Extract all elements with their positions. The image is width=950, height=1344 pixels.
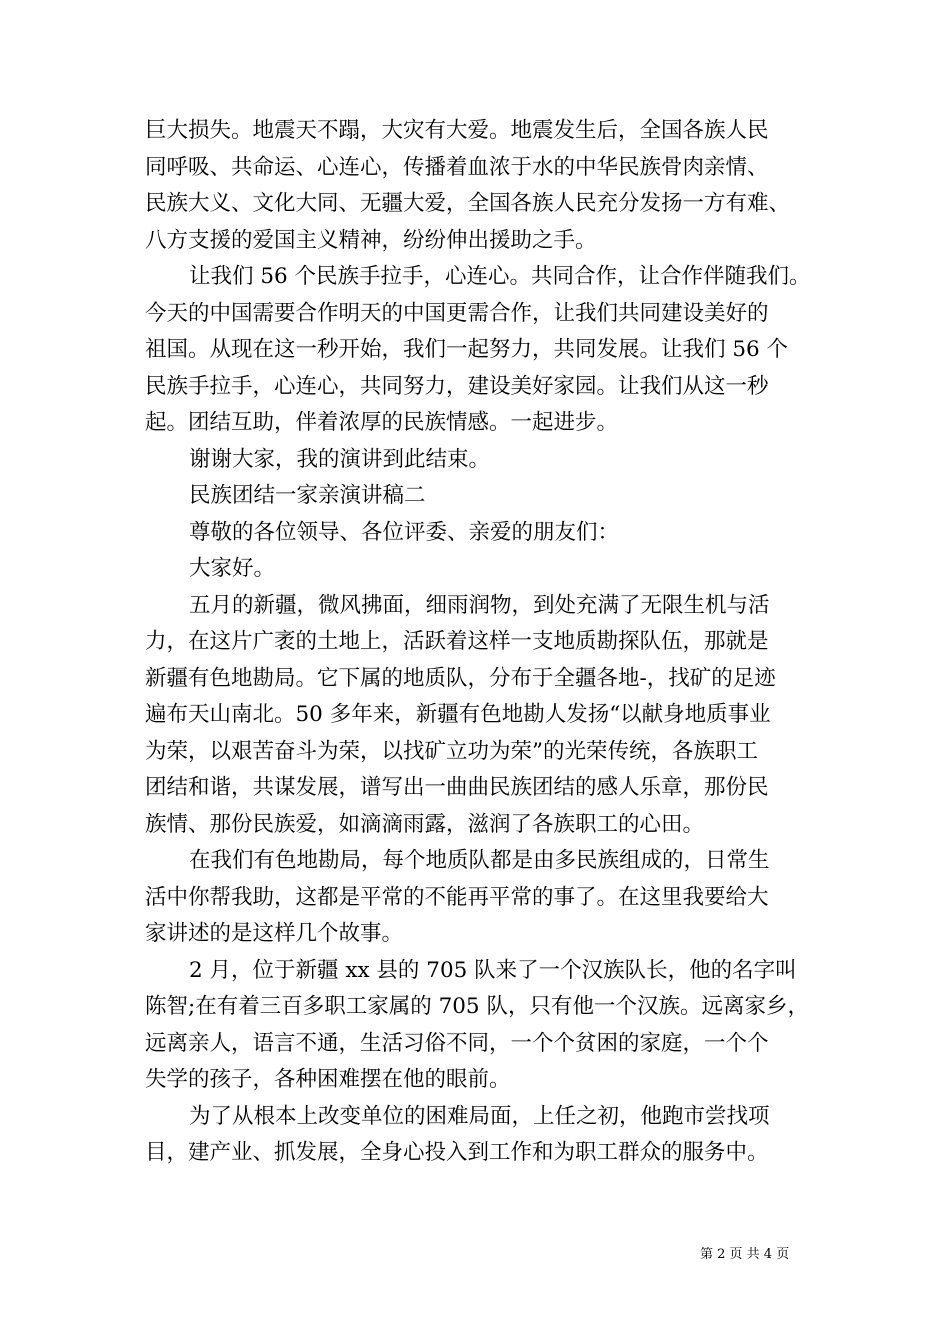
salutation: 尊敬的各位领导、各位评委、亲爱的朋友们： — [189, 519, 620, 545]
text-line: 起。团结互助，伴着浓厚的民族情感。一起进步。 — [145, 410, 619, 435]
text-line: 民族大义、文化大同、无疆大爱，全国各族人民充分发扬一方有难、 — [145, 191, 791, 216]
text-line: 家讲述的是这样几个故事。 — [145, 921, 404, 946]
section-title: 民族团结一家亲演讲稿二 — [189, 483, 426, 508]
text-line: 目，建产业、抓发展，全身心投入到工作和为职工群众的服务中。 — [145, 1140, 769, 1165]
text-line: 民族手拉手，心连心，共同努力，建设美好家园。让我们从这一秒 — [145, 373, 769, 399]
text-line: 陈智;在有着三百多职工家属的 705 队，只有他一个汉族。远离家乡， — [145, 994, 809, 1019]
text-line: 为荣，以艰苦奋斗为荣，以找矿立功为荣”的光荣传统，各族职工 — [145, 738, 758, 764]
text-line: 八方支援的爱国主义精神，纷纷伸出援助之手。 — [145, 227, 597, 253]
text-line: 2 月，位于新疆 xx 县的 705 队来了一个汉族队长，他的名字叫 — [189, 957, 797, 983]
text-line: 活中你帮我助，这都是平常的不能再平常的事了。在这里我要给大 — [145, 884, 769, 910]
page-number-footer: 第 2 页 共 4 页 — [700, 1247, 790, 1262]
text-line: 让我们 56 个民族手拉手，心连心。共同合作，让合作伴随我们。 — [189, 264, 811, 289]
text-line: 力，在这片广袤的土地上，活跃着这样一支地质勘探队伍，那就是 — [145, 629, 769, 654]
text-line: 族情、那份民族爱，如滴滴雨露，滋润了各族职工的心田。 — [145, 811, 705, 837]
text-line: 五月的新疆，微风拂面，细雨润物，到处充满了无限生机与活 — [189, 592, 770, 618]
text-line: 远离亲人，语言不通，生活习俗不同，一个个贫困的家庭，一个个 — [145, 1030, 769, 1056]
text-line: 失学的孩子，各种困难摆在他的眼前。 — [145, 1067, 511, 1092]
text-line: 同呼吸、共命运、心连心，传播着血浓于水的中华民族骨肉亲情、 — [145, 154, 769, 180]
document-body — [145, 113, 813, 1172]
greeting: 大家好。 — [189, 556, 276, 581]
text-line: 为了从根本上改变单位的困难局面，上任之初，他跑市尝找项 — [189, 1103, 770, 1129]
text-line: 新疆有色地勘局。它下属的地质队，分布于全疆各地-，找矿的足迹 — [145, 665, 776, 691]
text-line: 遍布天山南北。50 多年来，新疆有色地勘人发扬“以献身地质事业 — [145, 702, 771, 727]
text-line: 在我们有色地勘局，每个地质队都是由多民族组成的，日常生 — [189, 848, 770, 873]
text-line: 巨大损失。地震天不蹋，大灾有大爱。地震发生后，全国各族人民 — [145, 118, 769, 143]
text-line: 祖国。从现在这一秒开始，我们一起努力，共同发展。让我们 56 个 — [145, 337, 789, 362]
text-line: 团结和谐，共谋发展，谱写出一曲曲民族团结的感人乐章，那份民 — [145, 775, 769, 800]
text-line: 谢谢大家，我的演讲到此结束。 — [189, 446, 491, 472]
text-line: 今天的中国需要合作明天的中国更需合作，让我们共同建设美好的 — [145, 300, 769, 326]
